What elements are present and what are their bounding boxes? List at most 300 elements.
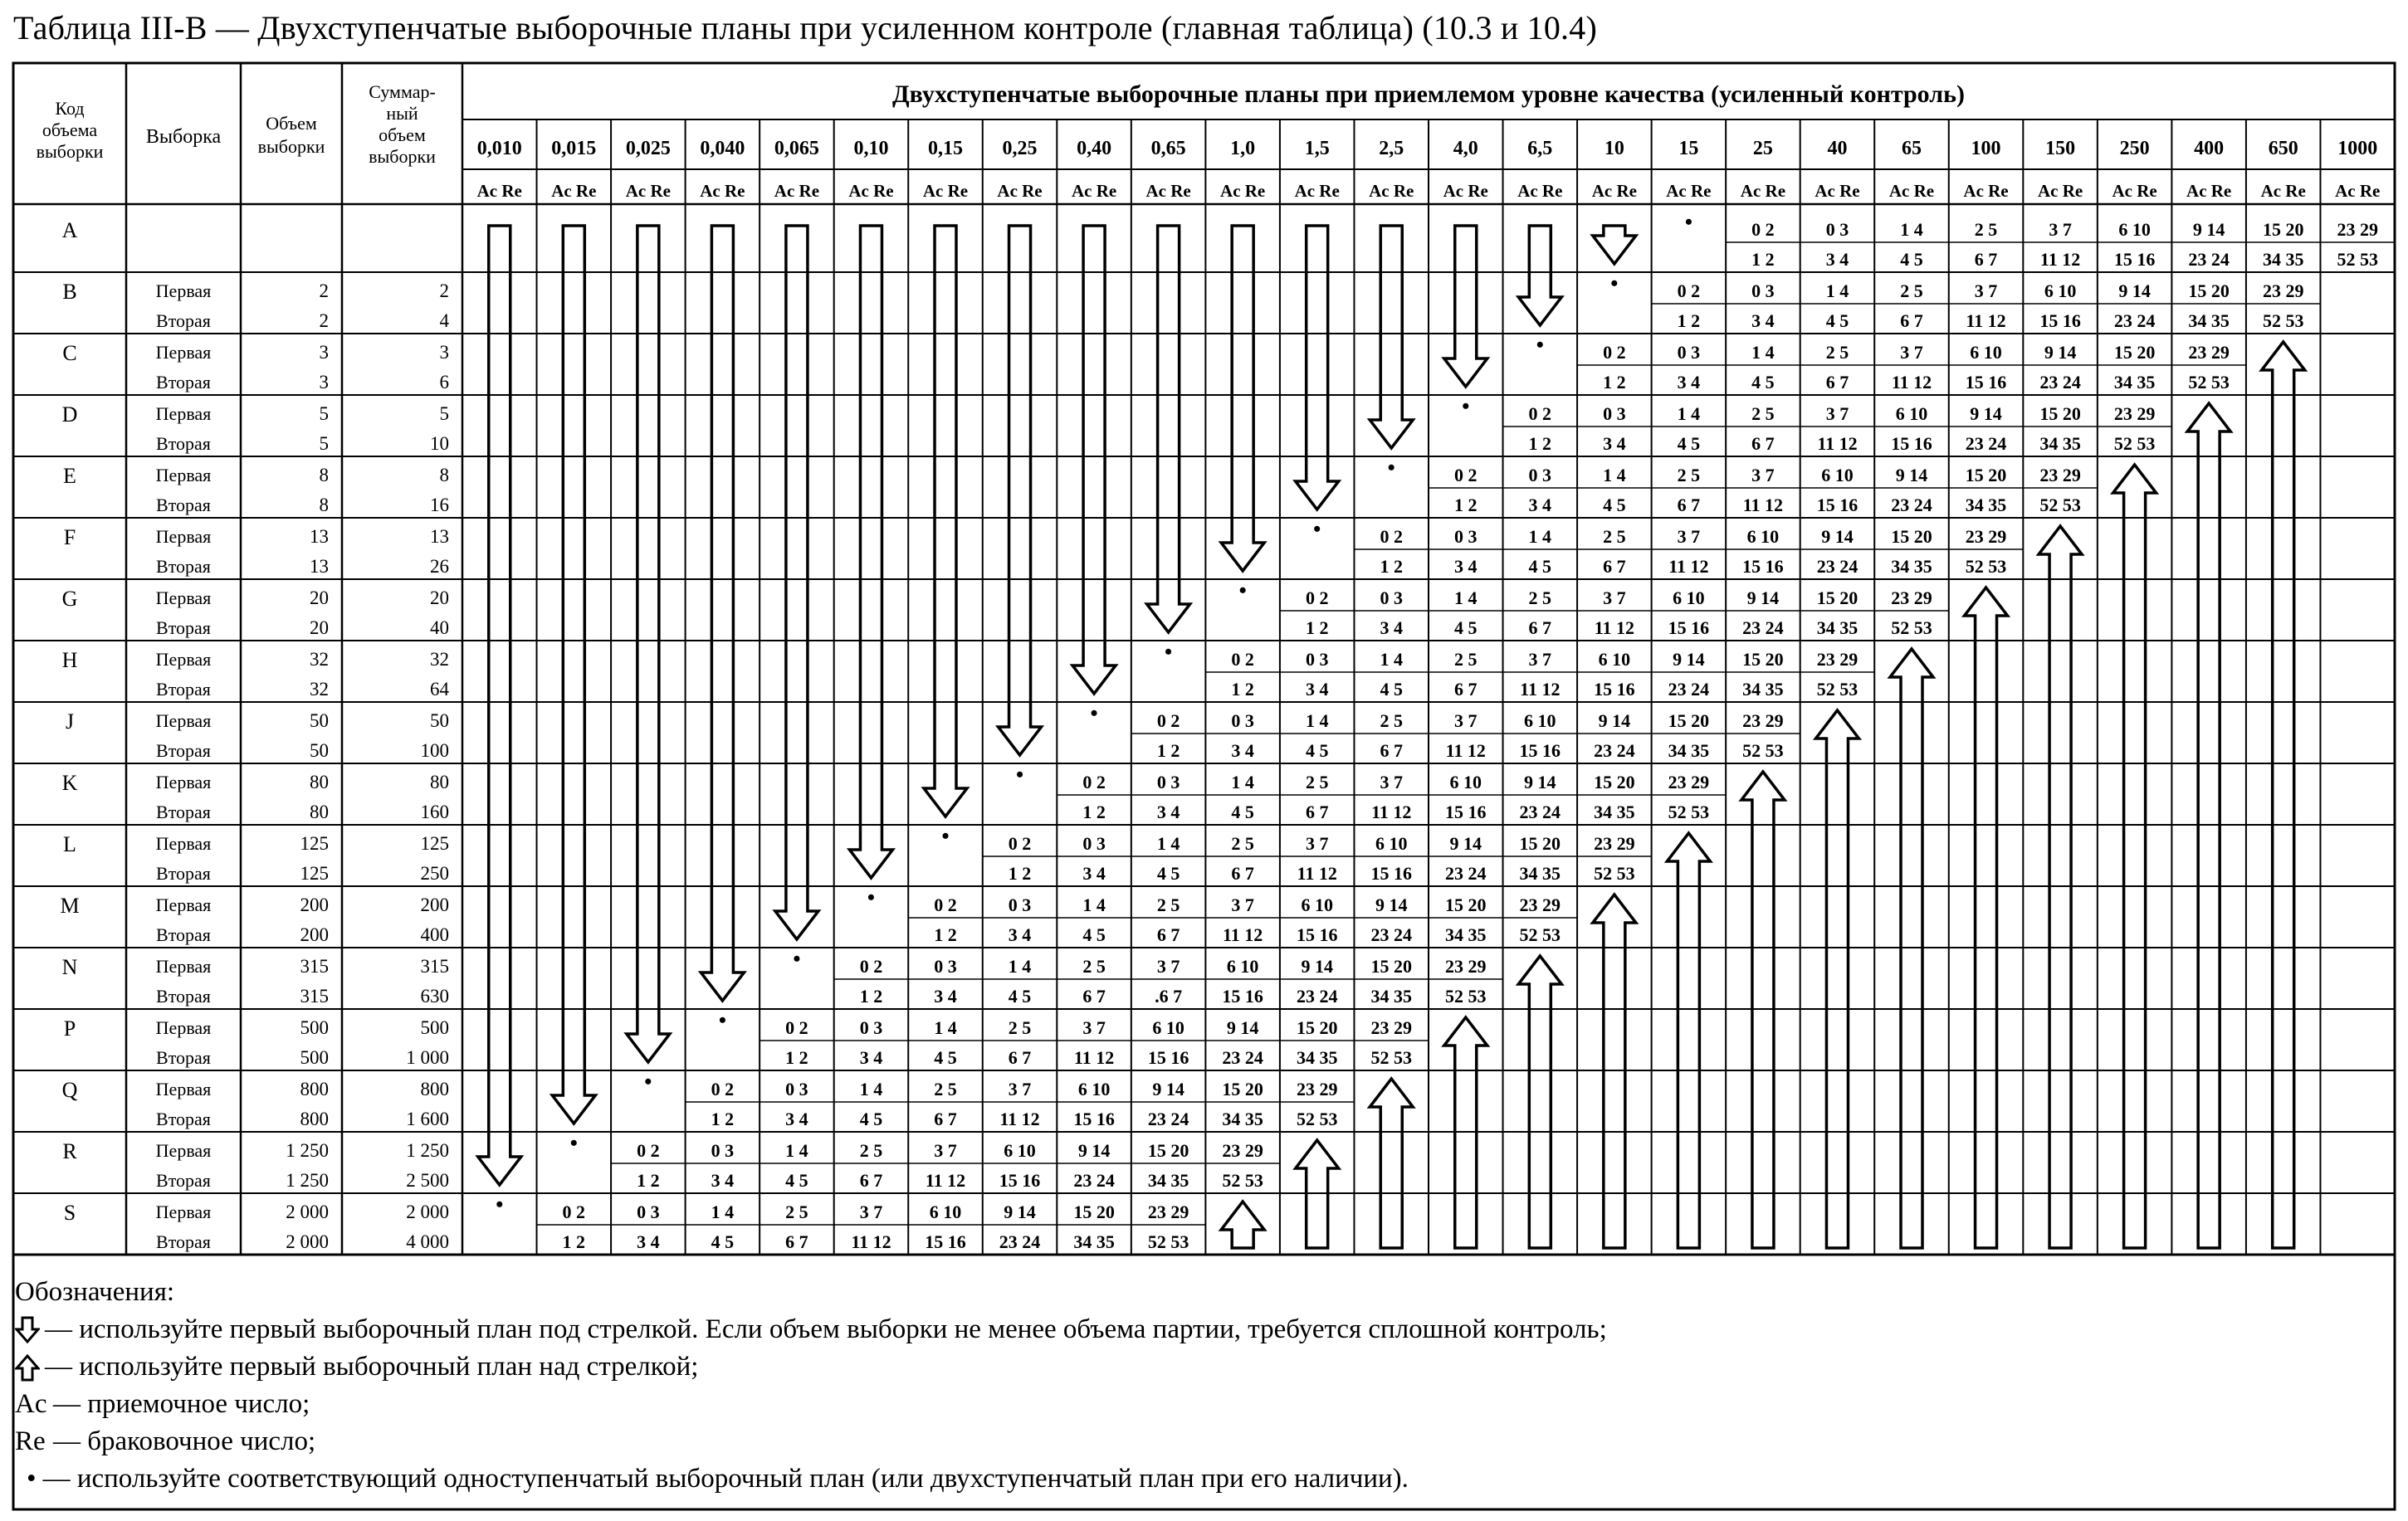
plan-first: 3 7 bbox=[1454, 710, 1478, 731]
plan-second: 1 2 bbox=[562, 1231, 586, 1252]
plan-second: 4 5 bbox=[1082, 924, 1106, 945]
plan-second: 6 7 bbox=[1528, 617, 1552, 638]
plan-cell bbox=[1454, 649, 1478, 700]
plan-first: 3 7 bbox=[1231, 895, 1254, 915]
row-code-A: A bbox=[61, 218, 78, 242]
plan-second: 23 24 bbox=[1594, 740, 1635, 761]
plan-cell bbox=[1966, 280, 2005, 331]
plan-second: 3 4 bbox=[1603, 433, 1626, 454]
plan-second: 15 16 bbox=[1147, 1047, 1189, 1068]
arrow-down-icon bbox=[1147, 226, 1190, 632]
plan-second: 52 53 bbox=[2188, 372, 2230, 392]
plan-cell bbox=[1594, 772, 1635, 822]
plan-cell bbox=[1966, 403, 2007, 454]
plan-cell bbox=[1370, 1017, 1412, 1068]
row-first-label: Первая bbox=[155, 1079, 212, 1099]
plan-second: 23 24 bbox=[1742, 617, 1784, 638]
plan-second: 6 7 bbox=[859, 1170, 883, 1191]
plan-second: 23 24 bbox=[1891, 495, 1932, 515]
plan-second: 15 16 bbox=[2113, 249, 2156, 270]
plan-first: 15 20 bbox=[2113, 342, 2156, 363]
plan-first: 1 4 bbox=[1751, 342, 1775, 363]
row-first-label: Первая bbox=[155, 465, 212, 485]
row-c1: 32 bbox=[430, 649, 449, 670]
plan-second: 6 7 bbox=[1305, 802, 1329, 822]
plan-cell bbox=[1297, 1079, 1338, 1129]
plan-cell bbox=[1073, 1079, 1115, 1129]
plan-second: 4 5 bbox=[1008, 986, 1032, 1007]
plan-first: 6 10 bbox=[1004, 1140, 1036, 1161]
plan-second: 11 12 bbox=[1297, 863, 1337, 884]
row-n1: 13 bbox=[310, 526, 329, 547]
plan-second: 4 5 bbox=[1825, 310, 1849, 331]
plan-first: 2 5 bbox=[1751, 403, 1775, 424]
plan-first: 6 10 bbox=[1077, 1079, 1111, 1099]
row-code-E: E bbox=[63, 464, 76, 488]
aql-250: 250 bbox=[2119, 138, 2150, 159]
plan-second: 3 4 bbox=[934, 986, 957, 1007]
legend-heading: Обозначения: bbox=[15, 1277, 175, 1307]
plan-first: 2 5 bbox=[1305, 772, 1329, 792]
plan-second: 23 24 bbox=[1222, 1047, 1263, 1068]
row-n2: 20 bbox=[310, 617, 329, 638]
plan-first: 23 29 bbox=[1668, 772, 1710, 792]
plan-second: 6 7 bbox=[1380, 740, 1403, 761]
plan-first: 0 2 bbox=[1156, 710, 1180, 731]
plan-first: 9 14 bbox=[1524, 772, 1556, 792]
row-n2: 315 bbox=[300, 986, 329, 1007]
aql-0,010: 0,010 bbox=[476, 138, 522, 159]
plan-cell bbox=[1380, 526, 1403, 577]
arrow-down-icon bbox=[627, 226, 670, 1062]
row-c1: 800 bbox=[420, 1079, 449, 1099]
header-size: выборки bbox=[257, 136, 325, 157]
plan-second: 6 7 bbox=[1156, 924, 1180, 945]
plan-first: 6 10 bbox=[2044, 280, 2077, 301]
plan-cell bbox=[1751, 403, 1775, 454]
plan-second: 52 53 bbox=[1594, 863, 1635, 884]
plan-first: 23 29 bbox=[1445, 956, 1487, 977]
plan-cell bbox=[2039, 280, 2081, 331]
plan-first: 0 2 bbox=[1305, 587, 1329, 608]
row-second-label: Вторая bbox=[156, 679, 211, 700]
plan-second: 52 53 bbox=[1668, 802, 1710, 822]
arrow-down-icon bbox=[1370, 226, 1413, 448]
legend-up-text: — используйте первый выборочный план над стрелкой; bbox=[45, 1352, 699, 1382]
plan-first: 9 14 bbox=[2192, 219, 2225, 240]
plan-second: 6 7 bbox=[1231, 863, 1254, 884]
plan-cell bbox=[2114, 280, 2156, 331]
plan-first: 0 3 bbox=[1825, 219, 1849, 240]
dot-symbol: • bbox=[1238, 578, 1247, 602]
plan-cell bbox=[2188, 280, 2230, 331]
plan-cell bbox=[860, 1017, 883, 1068]
row-n1: 3 bbox=[319, 342, 329, 363]
aql-0,10: 0,10 bbox=[853, 138, 889, 159]
aql-0,065: 0,065 bbox=[774, 138, 819, 159]
plan-first: 3 7 bbox=[1603, 587, 1626, 608]
plan-cell bbox=[1155, 956, 1182, 1007]
plan-first: 9 14 bbox=[1152, 1079, 1184, 1099]
plan-first: 0 2 bbox=[1751, 219, 1775, 240]
row-n2: 32 bbox=[310, 679, 329, 700]
plan-cell bbox=[1751, 219, 1775, 270]
plan-cell bbox=[1900, 280, 1923, 331]
row-first-label: Первая bbox=[155, 587, 212, 608]
header-size: Объем bbox=[266, 113, 317, 134]
plan-second: 11 12 bbox=[1742, 495, 1784, 515]
plan-second: 23 24 bbox=[2113, 310, 2156, 331]
plan-second: 52 53 bbox=[1891, 617, 1932, 638]
plan-second: 4 5 bbox=[934, 1047, 957, 1068]
plan-first: 23 29 bbox=[2039, 465, 2081, 485]
plan-second: 11 12 bbox=[1073, 1047, 1115, 1068]
plan-first: 6 10 bbox=[1970, 342, 2002, 363]
plan-second: 15 16 bbox=[999, 1170, 1041, 1191]
row-n2: 200 bbox=[300, 924, 329, 945]
plan-second: 6 7 bbox=[1603, 556, 1626, 577]
plan-second: 34 35 bbox=[1965, 495, 2007, 515]
row-c1: 5 bbox=[439, 403, 449, 424]
plan-cell bbox=[1826, 342, 1849, 392]
header-code: объема bbox=[42, 119, 98, 140]
plan-cell bbox=[1082, 772, 1106, 822]
arrow-down-icon bbox=[15, 1316, 40, 1344]
row-n2: 8 bbox=[319, 495, 329, 515]
acre-label: Ac Re bbox=[1071, 181, 1117, 201]
plan-first: 9 14 bbox=[1821, 526, 1854, 547]
plan-first: 15 20 bbox=[1742, 649, 1784, 670]
plan-second: 34 35 bbox=[1668, 740, 1710, 761]
plan-cell bbox=[2040, 219, 2080, 270]
plan-second: 3 4 bbox=[1454, 556, 1478, 577]
plan-first: 0 3 bbox=[1305, 649, 1329, 670]
row-code-N: N bbox=[61, 955, 78, 979]
acre-label: Ac Re bbox=[2037, 181, 2083, 201]
plan-first: 6 10 bbox=[1524, 710, 1556, 731]
plan-first: 0 3 bbox=[934, 956, 957, 977]
row-n2: 2 000 bbox=[286, 1231, 329, 1252]
plan-second: 15 16 bbox=[1594, 679, 1635, 700]
plan-first: 0 3 bbox=[859, 1017, 883, 1038]
row-code-G: G bbox=[61, 587, 78, 611]
dot-symbol: • bbox=[867, 885, 876, 909]
plan-second: 34 35 bbox=[2262, 249, 2304, 270]
plan-first: 15 20 bbox=[1594, 772, 1635, 792]
plan-first: 23 29 bbox=[1147, 1202, 1189, 1222]
plan-cell bbox=[1370, 833, 1412, 884]
acre-label: Ac Re bbox=[1220, 181, 1266, 201]
plan-first: 0 3 bbox=[1380, 587, 1403, 608]
plan-cell bbox=[1306, 710, 1329, 761]
plan-second: 1 2 bbox=[1528, 433, 1552, 454]
row-second-label: Вторая bbox=[156, 1047, 211, 1068]
row-code-F: F bbox=[63, 525, 76, 549]
plan-first: 6 10 bbox=[1746, 526, 1780, 547]
acre-label: Ac Re bbox=[700, 181, 745, 201]
plan-cell bbox=[1817, 587, 1859, 638]
dot-symbol: • bbox=[1462, 394, 1470, 418]
plan-second: 3 4 bbox=[1825, 249, 1849, 270]
plan-first: 1 4 bbox=[1454, 587, 1478, 608]
plan-second: 52 53 bbox=[1816, 679, 1859, 700]
row-n1: 80 bbox=[310, 772, 329, 792]
plan-first: 1 4 bbox=[1900, 219, 1923, 240]
plan-cell bbox=[711, 1079, 735, 1129]
plan-second: 34 35 bbox=[1147, 1170, 1189, 1191]
plan-second: 3 4 bbox=[1528, 495, 1552, 515]
plan-first: 0 3 bbox=[1156, 772, 1180, 792]
row-c2: 1 000 bbox=[406, 1047, 449, 1068]
plan-cell bbox=[934, 1017, 957, 1068]
plan-cell bbox=[1594, 649, 1635, 700]
plan-first: 3 7 bbox=[1900, 342, 1923, 363]
row-second-label: Вторая bbox=[156, 310, 211, 331]
plan-cell bbox=[785, 1017, 808, 1068]
header-cumulative: Суммар- bbox=[369, 81, 436, 102]
plan-first: 6 10 bbox=[1375, 833, 1408, 854]
aql-0,015: 0,015 bbox=[551, 138, 597, 159]
aql-1,0: 1,0 bbox=[1230, 138, 1256, 159]
plan-first: 0 3 bbox=[711, 1140, 735, 1161]
row-n2: 13 bbox=[310, 556, 329, 577]
plan-second: 4 5 bbox=[1305, 740, 1329, 761]
acre-label: Ac Re bbox=[1888, 181, 1935, 201]
plan-first: 3 7 bbox=[1677, 526, 1701, 547]
plan-second: 3 4 bbox=[1305, 679, 1329, 700]
plan-first: 23 29 bbox=[1742, 710, 1784, 731]
plan-cell bbox=[711, 1202, 735, 1252]
plan-second: 23 24 bbox=[1965, 433, 2007, 454]
plan-cell bbox=[1148, 1017, 1189, 1068]
plan-first: 1 4 bbox=[1380, 649, 1403, 670]
plan-second: 6 7 bbox=[1082, 986, 1106, 1007]
plan-first: 9 14 bbox=[1301, 956, 1333, 977]
plan-first: 2 5 bbox=[859, 1140, 883, 1161]
plan-second: 6 7 bbox=[1900, 310, 1923, 331]
plan-second: 6 7 bbox=[1677, 495, 1701, 515]
plan-second: 34 35 bbox=[1816, 617, 1859, 638]
plan-cell bbox=[1520, 833, 1561, 884]
dot-symbol: • bbox=[1313, 517, 1321, 541]
plan-first: 2 5 bbox=[1380, 710, 1403, 731]
plan-cell bbox=[1380, 710, 1403, 761]
plan-second: 3 4 bbox=[1751, 310, 1775, 331]
plan-cell bbox=[1009, 1017, 1032, 1068]
row-c2: 16 bbox=[430, 495, 449, 515]
row-n1: 800 bbox=[300, 1079, 329, 1099]
plan-cell bbox=[1446, 710, 1486, 761]
plan-first: 15 20 bbox=[2262, 219, 2304, 240]
plan-first: 2 5 bbox=[1528, 587, 1552, 608]
plan-first: 0 2 bbox=[1380, 526, 1403, 547]
row-n1: 8 bbox=[319, 465, 329, 485]
plan-first: 6 10 bbox=[1673, 587, 1705, 608]
row-first-label: Первая bbox=[155, 526, 212, 547]
plan-first: 1 4 bbox=[785, 1140, 808, 1161]
row-c2: 630 bbox=[420, 986, 449, 1007]
row-n1: 32 bbox=[310, 649, 329, 670]
plan-second: 52 53 bbox=[2113, 433, 2156, 454]
plan-second: 23 24 bbox=[1668, 679, 1710, 700]
row-second-label: Вторая bbox=[156, 495, 211, 515]
acre-label: Ac Re bbox=[1963, 181, 2009, 201]
row-second-label: Вторая bbox=[156, 863, 211, 884]
row-code-C: C bbox=[62, 341, 77, 365]
aql-65: 65 bbox=[1902, 138, 1922, 159]
plan-second: 4 5 bbox=[1380, 679, 1403, 700]
plan-cell bbox=[1603, 465, 1626, 515]
plan-first: 1 4 bbox=[1677, 403, 1701, 424]
row-c2: 160 bbox=[420, 802, 449, 822]
plan-second: 15 16 bbox=[1073, 1109, 1115, 1129]
plan-cell bbox=[1297, 895, 1338, 945]
dot-symbol: • bbox=[496, 1192, 504, 1216]
row-code-P: P bbox=[63, 1016, 76, 1041]
plan-cell bbox=[1454, 526, 1478, 577]
plan-second: 23 24 bbox=[999, 1231, 1041, 1252]
plan-second: 23 24 bbox=[1296, 986, 1338, 1007]
plan-cell bbox=[999, 1079, 1039, 1129]
plan-second: 23 24 bbox=[2039, 372, 2081, 392]
plan-cell bbox=[1826, 219, 1849, 270]
plan-second: 1 2 bbox=[1454, 495, 1478, 515]
row-first-label: Первая bbox=[155, 280, 212, 301]
acre-label: Ac Re bbox=[922, 181, 969, 201]
plan-cell bbox=[1148, 1202, 1189, 1252]
aql-150: 150 bbox=[2045, 138, 2076, 159]
plan-first: 2 5 bbox=[1082, 956, 1106, 977]
plan-first: 3 7 bbox=[934, 1140, 957, 1161]
plan-cell bbox=[1817, 526, 1859, 577]
plan-first: 3 7 bbox=[2049, 219, 2072, 240]
legend-down-text: — используйте первый выборочный план под стрелкой. Если объем выборки не менее объема партии, требуется сплошной контроль; bbox=[45, 1314, 1607, 1344]
plan-first: 1 4 bbox=[1156, 833, 1180, 854]
plan-first: 0 2 bbox=[711, 1079, 735, 1099]
acre-label: Ac Re bbox=[2186, 181, 2232, 201]
plan-second: 6 7 bbox=[1825, 372, 1849, 392]
plan-second: 6 7 bbox=[1751, 433, 1775, 454]
plan-first: 15 20 bbox=[1816, 587, 1859, 608]
plan-cell bbox=[1157, 833, 1180, 884]
plan-second: 11 12 bbox=[999, 1109, 1040, 1129]
row-first-label: Первая bbox=[155, 710, 212, 731]
row-c1: 2 000 bbox=[406, 1202, 449, 1222]
plan-cell bbox=[1743, 465, 1783, 515]
plan-second: 11 12 bbox=[1594, 617, 1634, 638]
plan-cell bbox=[1222, 956, 1263, 1007]
row-second-label: Вторая bbox=[156, 372, 211, 392]
row-code-M: M bbox=[60, 894, 80, 918]
plan-first: 23 29 bbox=[2188, 342, 2230, 363]
plan-first: 15 20 bbox=[1222, 1079, 1263, 1099]
plan-second: 15 16 bbox=[2039, 310, 2081, 331]
plan-first: 1 4 bbox=[1082, 895, 1106, 915]
plan-first: 9 14 bbox=[1895, 465, 1928, 485]
row-c1: 125 bbox=[420, 833, 449, 854]
row-code-Q: Q bbox=[61, 1078, 78, 1102]
plan-cell bbox=[1751, 280, 1775, 331]
plan-first: 2 5 bbox=[1008, 1017, 1032, 1038]
plan-cell bbox=[1520, 772, 1561, 822]
plan-first: 23 29 bbox=[1594, 833, 1635, 854]
plan-first: 15 20 bbox=[2039, 403, 2081, 424]
plan-cell bbox=[1231, 833, 1254, 884]
plan-first: 1 4 bbox=[1008, 956, 1032, 977]
plan-cell bbox=[1297, 1017, 1338, 1068]
arrow-up-icon bbox=[1815, 710, 1859, 1248]
dot-icon: • bbox=[27, 1464, 37, 1494]
plan-first: 0 3 bbox=[1008, 895, 1032, 915]
acre-label: Ac Re bbox=[1591, 181, 1637, 201]
plan-second: .6 7 bbox=[1155, 986, 1183, 1007]
plan-cell bbox=[1668, 710, 1710, 761]
plan-cell bbox=[1742, 587, 1784, 638]
plan-first: 9 14 bbox=[1598, 710, 1631, 731]
plan-cell bbox=[2039, 342, 2081, 392]
plan-first: 1 4 bbox=[1825, 280, 1849, 301]
legend-dot-text: — используйте соответствующий одноступенчатый выборочный план (или двухступенчатый план при его наличии). bbox=[42, 1464, 1409, 1494]
row-n1: 1 250 bbox=[286, 1140, 329, 1161]
plan-second: 1 2 bbox=[785, 1047, 808, 1068]
plan-cell bbox=[1380, 649, 1403, 700]
row-second-label: Вторая bbox=[156, 740, 211, 761]
plan-first: 3 7 bbox=[1380, 772, 1403, 792]
plan-cell bbox=[1668, 649, 1710, 700]
row-code-S: S bbox=[63, 1201, 76, 1225]
plan-second: 52 53 bbox=[1370, 1047, 1412, 1068]
row-code-L: L bbox=[63, 832, 76, 856]
plan-first: 1 4 bbox=[934, 1017, 957, 1038]
aql-15: 15 bbox=[1678, 138, 1699, 159]
plan-cell bbox=[1370, 956, 1412, 1007]
plan-first: 1 4 bbox=[1231, 772, 1254, 792]
plan-first: 6 10 bbox=[1598, 649, 1631, 670]
plan-cell bbox=[2337, 219, 2378, 270]
row-c1: 13 bbox=[430, 526, 449, 547]
plan-cell bbox=[1966, 465, 2007, 515]
row-first-label: Первая bbox=[155, 1140, 212, 1161]
row-first-label: Первая bbox=[155, 833, 212, 854]
plan-second: 4 5 bbox=[859, 1109, 883, 1129]
plan-first: 0 2 bbox=[1528, 403, 1552, 424]
row-c1: 20 bbox=[430, 587, 449, 608]
row-n2: 800 bbox=[300, 1109, 329, 1129]
aql-25: 25 bbox=[1752, 138, 1773, 159]
row-n1: 50 bbox=[310, 710, 329, 731]
plan-first: 9 14 bbox=[1226, 1017, 1259, 1038]
plan-cell bbox=[1603, 342, 1626, 392]
plan-cell bbox=[1678, 342, 1701, 392]
plan-second: 34 35 bbox=[1519, 863, 1561, 884]
plan-second: 52 53 bbox=[1965, 556, 2007, 577]
plan-first: 15 20 bbox=[1296, 1017, 1338, 1038]
arrow-down-icon bbox=[1072, 226, 1116, 694]
row-c2: 10 bbox=[430, 433, 449, 454]
acre-label: Ac Re bbox=[2112, 181, 2157, 201]
plan-cell bbox=[1454, 587, 1478, 638]
header-plans: Двухступенчатые выборочные планы при приемлемом уровне качества (усиленный контроль) bbox=[892, 80, 1965, 108]
plan-cell bbox=[1009, 956, 1032, 1007]
plan-second: 6 7 bbox=[934, 1109, 957, 1129]
plan-first: 3 7 bbox=[1008, 1079, 1032, 1099]
plan-second: 15 16 bbox=[1519, 740, 1561, 761]
plan-cell bbox=[934, 956, 957, 1007]
plan-second: 34 35 bbox=[1594, 802, 1635, 822]
plan-first: 3 7 bbox=[1156, 956, 1180, 977]
aql-400: 400 bbox=[2194, 138, 2225, 159]
arrow-down-icon bbox=[1593, 226, 1636, 264]
